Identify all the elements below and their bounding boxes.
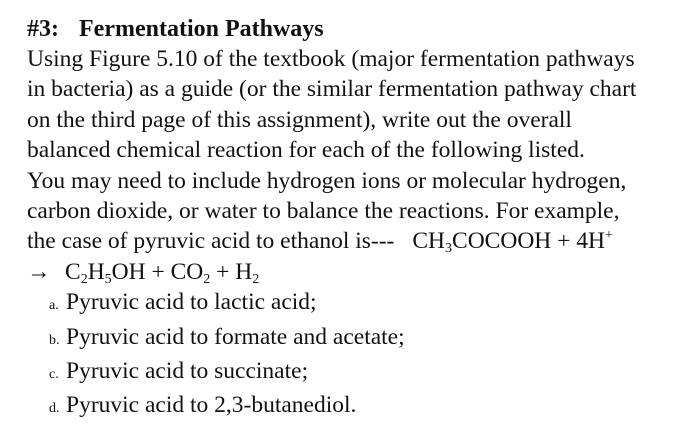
formula-subscript: 5 <box>104 271 112 287</box>
paragraph-line-with-equation <box>27 226 692 256</box>
list-marker: b. <box>49 332 60 348</box>
list-item-text: Pyruvic acid to 2,3-butanediol. <box>66 392 357 419</box>
list-item <box>49 287 692 321</box>
formula-part: COCOOH + 4H <box>452 228 605 255</box>
equation-reactants <box>412 228 613 257</box>
formula-superscript: + <box>605 228 613 244</box>
question-heading <box>27 14 692 44</box>
list-marker: a. <box>49 298 59 314</box>
formula-subscript: 2 <box>203 271 211 287</box>
paragraph-line: on the third page of this assignment), write out the overall <box>27 106 572 133</box>
formula-subscript: 2 <box>80 271 88 287</box>
list-item <box>49 322 692 356</box>
formula-subscript: 3 <box>445 241 453 257</box>
paragraph-line-text: the case of pyruvic acid to ethanol is--- <box>27 228 395 255</box>
formula-subscript: 2 <box>252 271 260 287</box>
paragraph-line: You may need to include hydrogen ions or molecular hydrogen, <box>27 167 627 194</box>
list-item-text: Pyruvic acid to lactic acid; <box>66 289 317 316</box>
paragraph-line: balanced chemical reaction for each of the following listed. <box>27 137 585 164</box>
paragraph-line: in bacteria) as a guide (or the similar fermentation pathway chart <box>27 76 637 103</box>
question-number: #3: <box>27 16 59 42</box>
formula-part: CH <box>412 228 446 255</box>
list-item-text: Pyruvic acid to succinate; <box>66 358 309 385</box>
list-item <box>49 356 692 390</box>
question-title: Fermentation Pathways <box>79 16 324 42</box>
equation-products-line <box>27 257 692 287</box>
reaction-arrow: → <box>27 258 51 285</box>
question-block <box>27 14 692 425</box>
paragraph-line: Using Figure 5.10 of the textbook (major fermentation pathways <box>27 46 635 72</box>
formula-part: OH + CO <box>111 258 204 285</box>
formula-part: + H <box>210 258 253 285</box>
paragraph-line: carbon dioxide, or water to balance the reactions. For example, <box>27 198 620 225</box>
list-marker: c. <box>49 367 59 383</box>
task-list <box>49 287 692 425</box>
formula-part: H <box>87 258 105 285</box>
list-marker: d. <box>49 401 60 417</box>
formula-part: C <box>65 258 81 285</box>
list-item-text: Pyruvic acid to formate and acetate; <box>66 323 405 350</box>
